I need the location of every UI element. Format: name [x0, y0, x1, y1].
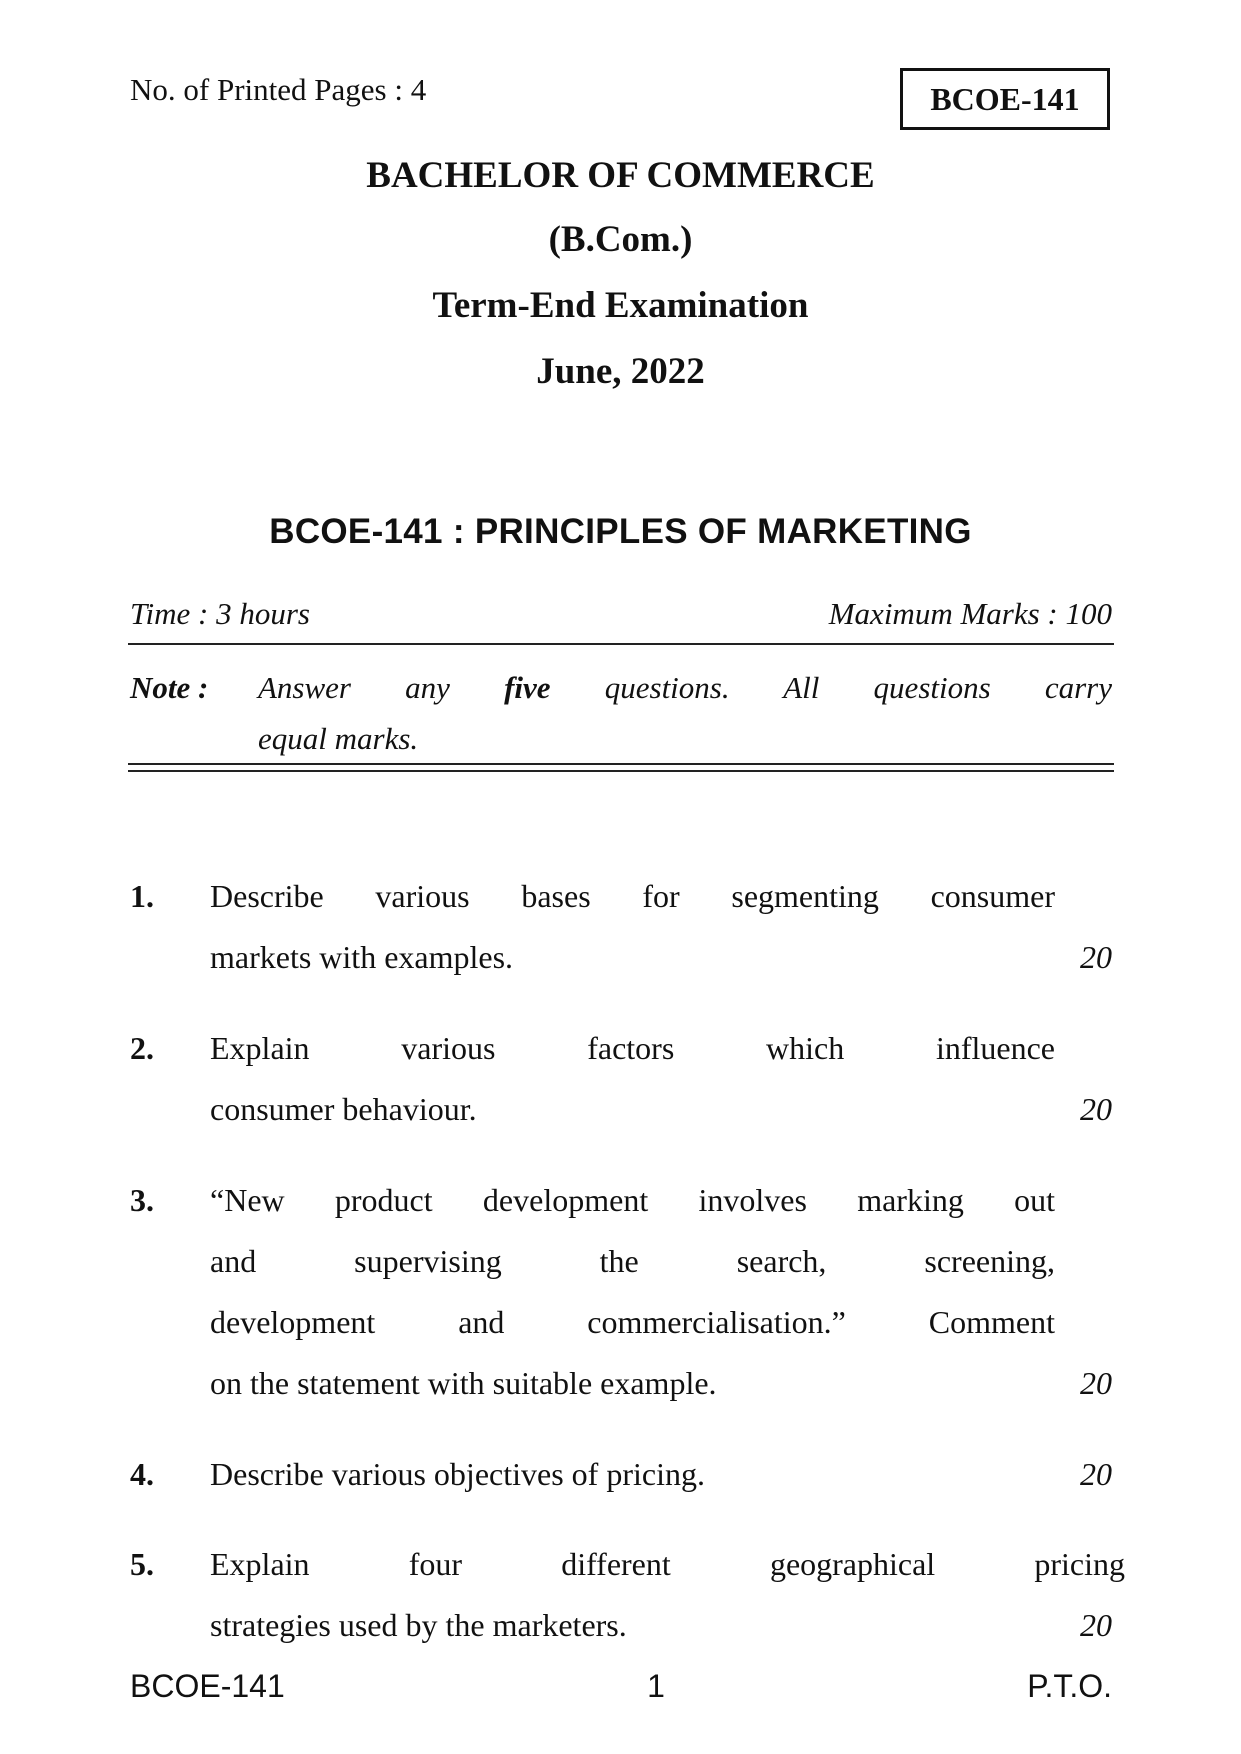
question-text: Describe various bases for segmenting consumer: [210, 878, 1055, 914]
question-text: Explain four different geographical pricing: [210, 1546, 1125, 1582]
question-text: Explain various factors which influence: [210, 1030, 1055, 1066]
question-marks: 20: [1080, 1607, 1112, 1643]
footer-course-code: BCOE-141: [130, 1668, 285, 1704]
question-number: 3.: [130, 1182, 154, 1218]
programme-title: BACHELOR OF COMMERCE: [366, 155, 875, 196]
page-footer: [130, 1668, 1112, 1705]
note-line-2: equal marks.: [258, 721, 419, 756]
programme-abbrev: (B.Com.): [548, 219, 693, 260]
question-text: development and commercialisation.” Comment: [210, 1304, 1055, 1340]
question-number: 4.: [130, 1456, 154, 1492]
question-marks: 20: [1080, 1365, 1112, 1401]
question-text: on the statement with suitable example.: [210, 1365, 717, 1401]
question-text: “New product development involves marking out: [210, 1182, 1055, 1218]
note-text: Answer any: [258, 670, 505, 705]
course-code-box: BCOE-141: [900, 68, 1110, 130]
page-number: 1: [647, 1668, 665, 1704]
question-text: consumer behaviour.: [210, 1091, 477, 1127]
question-marks: 20: [1080, 1091, 1112, 1127]
maximum-marks: Maximum Marks : 100: [828, 596, 1112, 631]
question-text: Describe various objectives of pricing.: [210, 1456, 705, 1492]
exam-session: June, 2022: [536, 351, 705, 392]
question-number: 5.: [130, 1546, 154, 1582]
please-turn-over: P.T.O.: [1027, 1668, 1112, 1704]
question-text: and supervising the search, screening,: [210, 1243, 1055, 1279]
note-line-1: [258, 662, 1112, 713]
question-text: markets with examples.: [210, 939, 514, 975]
question-number: 1.: [130, 878, 154, 914]
question-marks: 20: [1080, 1456, 1112, 1492]
exam-meta: [130, 596, 1112, 632]
question-number: 2.: [130, 1030, 154, 1066]
divider: [128, 643, 1114, 645]
note-emphasis: five: [504, 670, 551, 705]
printed-pages-count: No. of Printed Pages : 4: [130, 72, 427, 107]
exam-title: Term-End Examination: [432, 285, 809, 326]
question-text: strategies used by the marketers.: [210, 1607, 627, 1643]
time-allowed: Time : 3 hours: [130, 596, 310, 631]
question-marks: 20: [1080, 939, 1112, 975]
course-title: BCOE-141 : PRINCIPLES OF MARKETING: [269, 512, 972, 551]
note-text: questions. All questions carry: [550, 670, 1112, 705]
note-label: Note :: [130, 670, 209, 705]
double-divider: [128, 763, 1114, 772]
